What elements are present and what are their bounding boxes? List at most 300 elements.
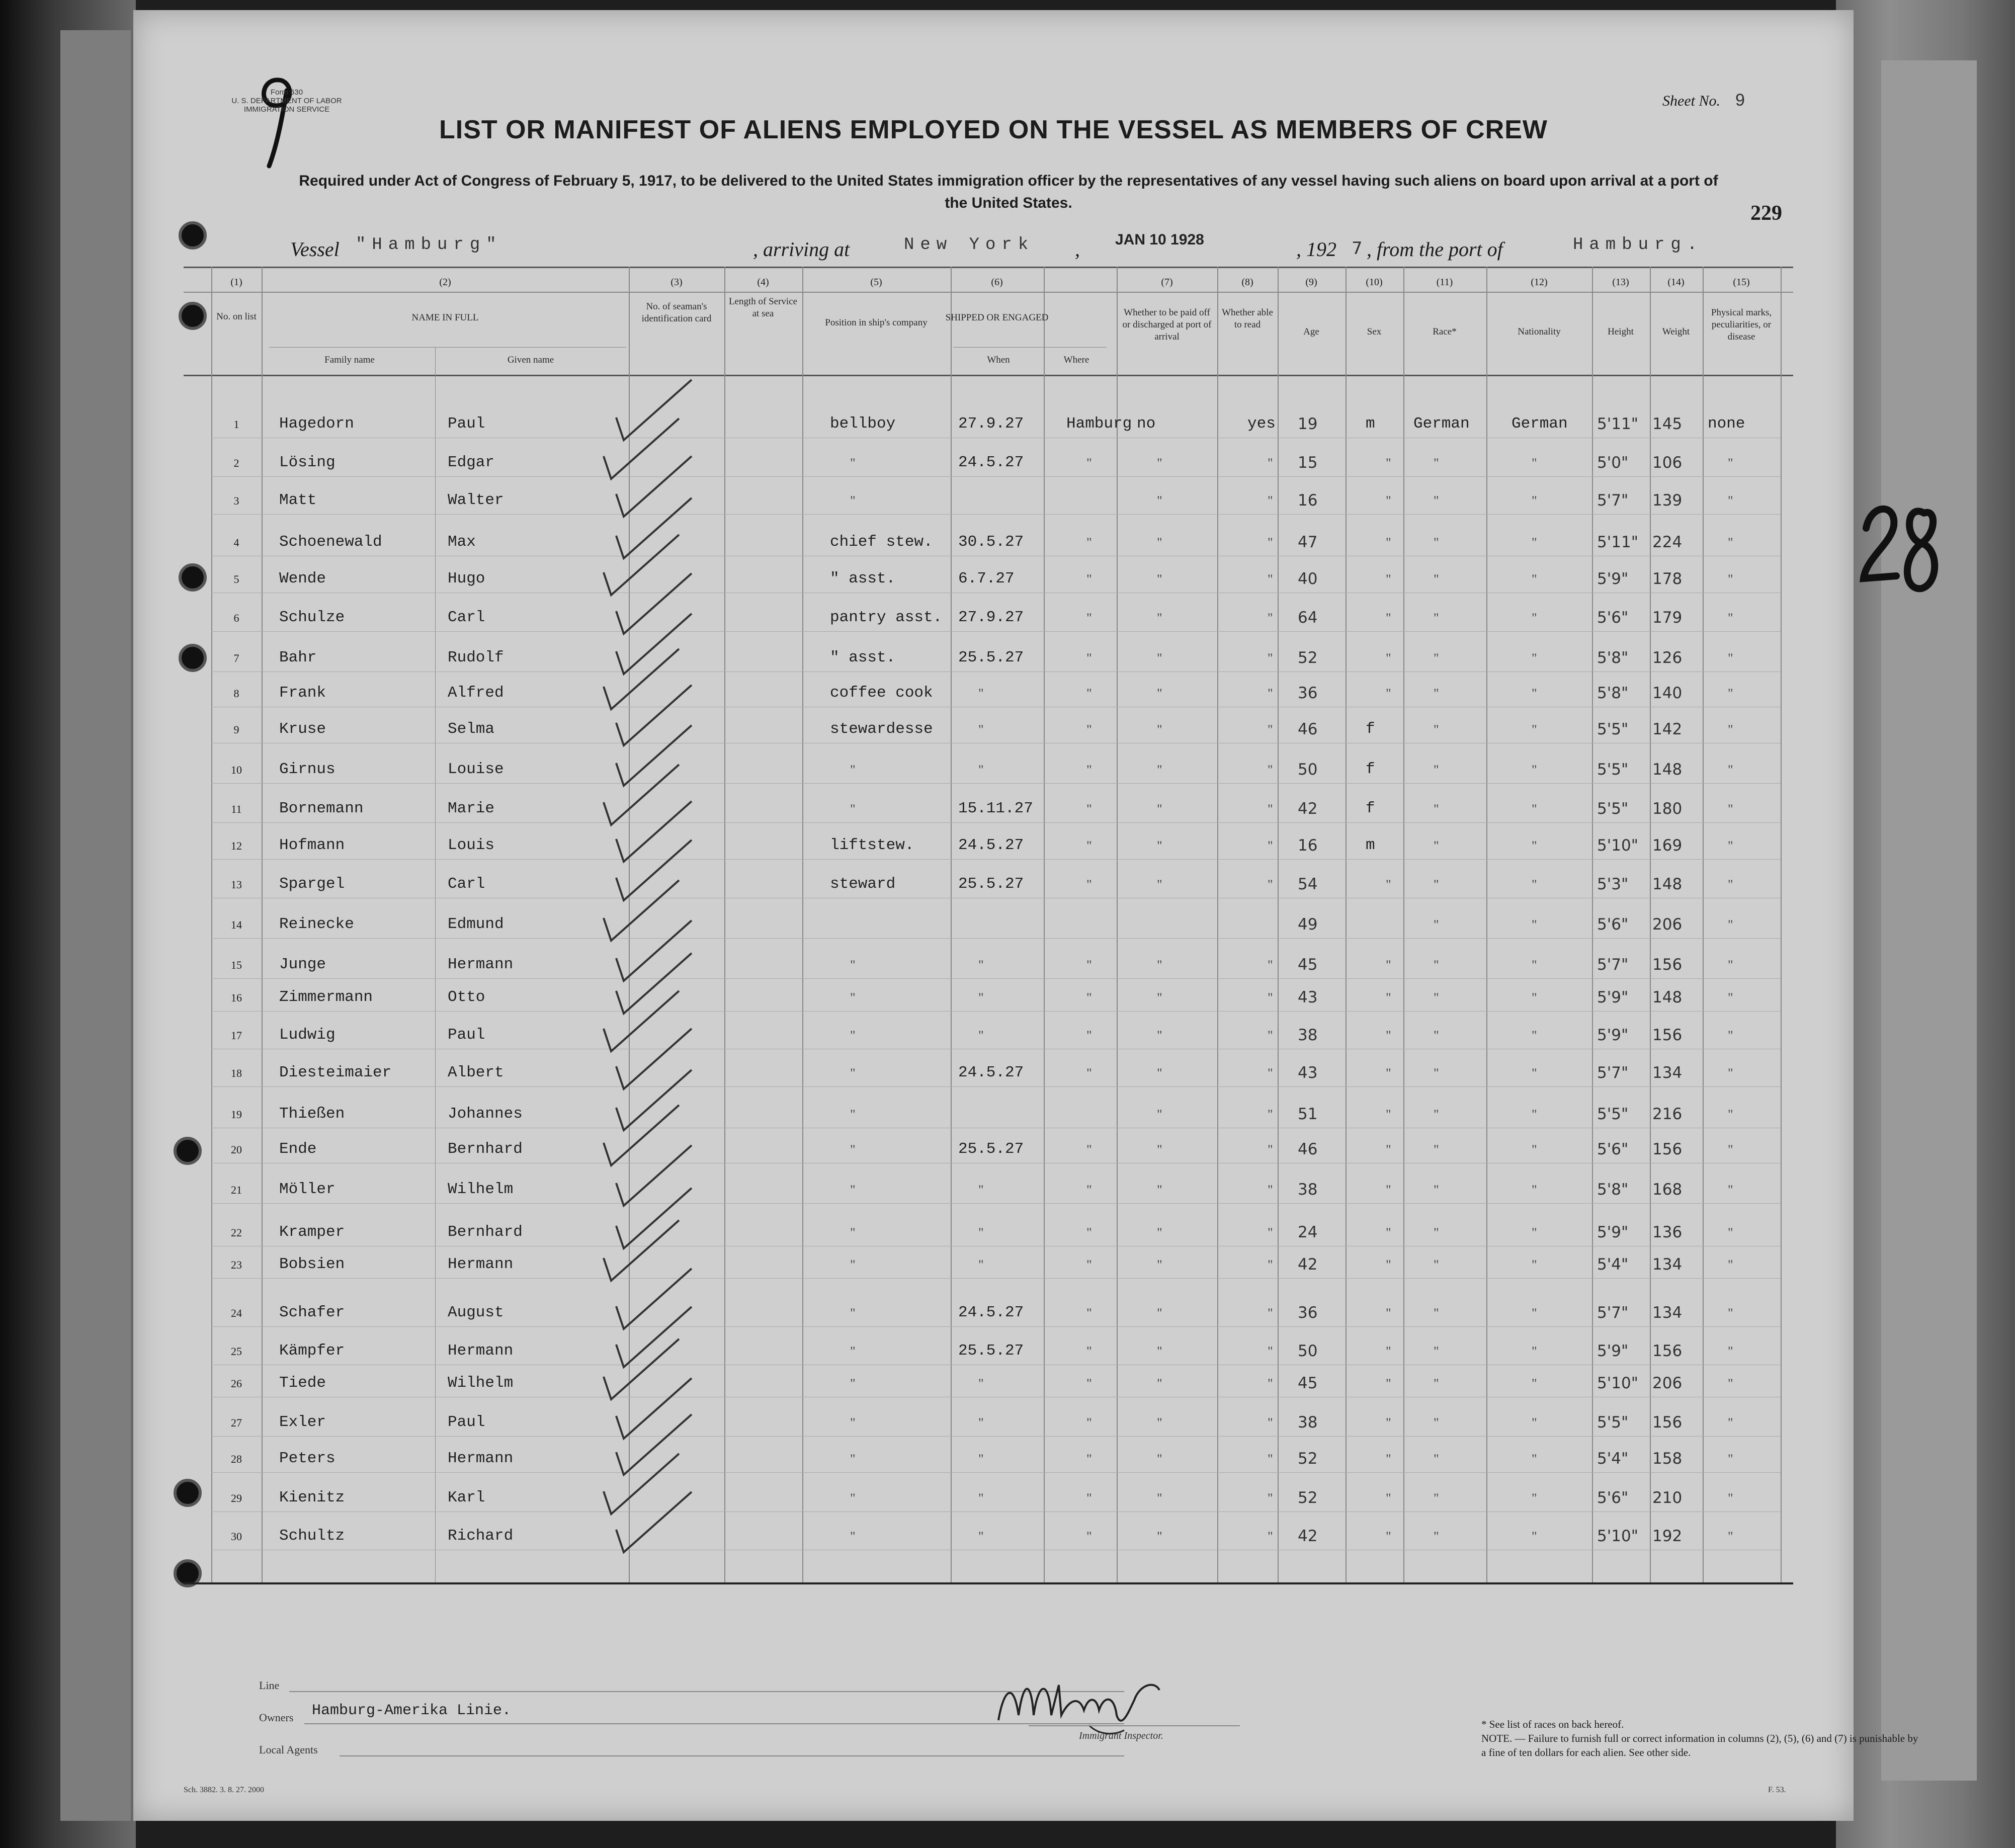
row-18-position: " (850, 1066, 856, 1080)
row-22-read: " (1268, 1225, 1273, 1240)
row-24-read: " (1268, 1306, 1273, 1320)
row-13-where: " (1086, 877, 1092, 892)
row-4-race: " (1434, 535, 1439, 550)
row-6-race: " (1434, 611, 1439, 625)
row-24-where: " (1086, 1306, 1092, 1320)
column-rule (1117, 267, 1118, 1582)
sheet-label: Sheet No. (1662, 93, 1720, 109)
row-30-nationality: " (1532, 1529, 1537, 1544)
binder-hole (174, 1137, 202, 1165)
row-3-age: 16 (1298, 491, 1318, 510)
row-guide (211, 514, 1781, 515)
page-number: 229 (1750, 202, 1782, 225)
row-5-nationality: " (1532, 572, 1537, 586)
row-24-position: " (850, 1306, 856, 1320)
row-28-sex: " (1386, 1452, 1391, 1466)
row-20-nationality: " (1532, 1142, 1537, 1157)
row-30-marks: " (1728, 1529, 1733, 1544)
name-subrule (269, 347, 626, 348)
row-7-family: Bahr (279, 649, 317, 666)
row-7-no: 7 (233, 652, 239, 664)
row-21-when: " (978, 1183, 984, 1197)
form-code: F. 53. (1768, 1786, 1786, 1794)
row-28-where: " (1086, 1452, 1092, 1466)
row-23-position: " (850, 1257, 856, 1272)
row-guide (211, 1326, 1781, 1327)
row-20-height: 5'6" (1597, 1140, 1629, 1158)
row-14-race: " (1434, 917, 1439, 932)
row-11-age: 42 (1298, 800, 1318, 818)
row-11-weight: 180 (1652, 800, 1683, 818)
row-22-age: 24 (1298, 1223, 1318, 1241)
row-23-paid: " (1157, 1257, 1162, 1272)
row-4-marks: " (1728, 535, 1733, 550)
row-guide (211, 1011, 1781, 1012)
binder-hole (179, 563, 207, 592)
row-4-height: 5'11" (1597, 533, 1638, 551)
row-28-paid: " (1157, 1452, 1162, 1466)
year-label: , 192 (1296, 238, 1336, 261)
underlying-sheet (1881, 60, 1977, 1781)
row-9-race: " (1434, 722, 1439, 737)
row-11-race: " (1434, 802, 1439, 816)
row-3-read: " (1268, 493, 1273, 508)
row-16-race: " (1434, 990, 1439, 1005)
row-12-sex: m (1366, 836, 1375, 854)
row-23-when: " (978, 1257, 984, 1272)
row-29-nationality: " (1532, 1491, 1537, 1505)
row-26-where: " (1086, 1376, 1092, 1391)
row-25-paid: " (1157, 1344, 1162, 1359)
row-16-no: 16 (231, 991, 242, 1004)
row-7-where: " (1086, 651, 1092, 665)
row-5-read: " (1268, 572, 1273, 586)
row-6-sex: " (1386, 611, 1391, 625)
row-6-paid: " (1157, 611, 1162, 625)
row-18-nationality: " (1532, 1066, 1537, 1080)
from-label: , from the port of (1367, 238, 1503, 261)
row-12-marks: " (1728, 838, 1733, 853)
row-30-race: " (1434, 1529, 1439, 1544)
row-4-when: 30.5.27 (958, 533, 1024, 551)
row-10-nationality: " (1532, 763, 1537, 777)
column-header-1: No. on list (216, 311, 257, 322)
row-guide (211, 1436, 1781, 1437)
column-header-7: Whether to be paid off or discharged at port of arrival (1122, 307, 1212, 342)
row-22-given: Bernhard (448, 1223, 523, 1241)
row-1-height: 5'11" (1597, 415, 1638, 433)
row-19-paid: " (1157, 1107, 1162, 1122)
row-5-paid: " (1157, 572, 1162, 586)
document-subtitle: Required under Act of Congress of February 5, 1917, to be delivered to the United States immigration officer by the representatives of any vessel having such aliens on board upon arrival at a port of the United States. (299, 173, 1718, 211)
row-12-position: liftstew. (830, 836, 914, 854)
row-10-age: 50 (1298, 761, 1318, 779)
row-13-sex: " (1386, 877, 1391, 892)
row-14-age: 49 (1298, 915, 1318, 934)
document-title: LIST OR MANIFEST OF ALIENS EMPLOYED ON THE VESSEL AS MEMBERS OF CREW (439, 115, 1548, 144)
row-22-weight: 136 (1652, 1223, 1683, 1241)
row-21-height: 5'8" (1597, 1181, 1629, 1199)
row-15-read: " (1268, 958, 1273, 972)
row-8-no: 8 (233, 687, 239, 700)
row-15-race: " (1434, 958, 1439, 972)
row-26-paid: " (1157, 1376, 1162, 1391)
row-23-nationality: " (1532, 1257, 1537, 1272)
row-6-position: pantry asst. (830, 609, 943, 626)
row-16-marks: " (1728, 990, 1733, 1005)
row-3-sex: " (1386, 493, 1391, 508)
row-7-paid: " (1157, 651, 1162, 665)
column-number-5: (5) (870, 277, 882, 288)
row-12-family: Hofmann (279, 836, 345, 854)
penalty-note: NOTE. — Failure to furnish full or correct information in columns (2), (5), (6) and (7) is punishable by a fine of ten dollars for each alien. See other side. (1481, 1732, 1918, 1758)
row-8-nationality: " (1532, 686, 1537, 701)
row-30-no: 30 (231, 1530, 242, 1543)
row-30-position: " (850, 1529, 856, 1544)
row-22-no: 22 (231, 1226, 242, 1239)
column-header-6: SHIPPED OR ENGAGED (945, 312, 1049, 323)
row-26-given: Wilhelm (448, 1374, 514, 1392)
row-5-when: 6.7.27 (958, 570, 1015, 587)
row-11-height: 5'5" (1597, 800, 1629, 818)
row-7-read: " (1268, 651, 1273, 665)
row-15-nationality: " (1532, 958, 1537, 972)
column-header-10: Sex (1367, 326, 1382, 337)
row-2-family: Lösing (279, 454, 335, 471)
row-25-sex: " (1386, 1344, 1391, 1359)
column-number-1: (1) (230, 277, 242, 288)
column-number-4: (4) (757, 277, 769, 288)
row-29-position: " (850, 1491, 856, 1505)
form-number: Form 630 (270, 88, 303, 97)
column-rule (802, 267, 803, 1582)
column-rule (1217, 267, 1218, 1582)
row-14-no: 14 (231, 918, 242, 931)
row-12-given: Louis (448, 836, 495, 854)
row-17-read: " (1268, 1028, 1273, 1043)
row-6-where: " (1086, 611, 1092, 625)
row-9-marks: " (1728, 722, 1733, 737)
row-18-where: " (1086, 1066, 1092, 1080)
row-22-when: " (978, 1225, 984, 1240)
row-25-family: Kämpfer (279, 1342, 345, 1360)
row-29-where: " (1086, 1491, 1092, 1505)
row-13-weight: 148 (1652, 875, 1683, 893)
inspector-label: Immigrant Inspector. (1079, 1730, 1163, 1741)
row-13-family: Spargel (279, 875, 345, 893)
row-8-paid: " (1157, 686, 1162, 701)
row-22-nationality: " (1532, 1225, 1537, 1240)
row-11-when: 15.11.27 (958, 800, 1033, 817)
row-17-marks: " (1728, 1028, 1733, 1043)
row-26-height: 5'10" (1597, 1374, 1638, 1392)
row-guide (211, 859, 1781, 860)
row-2-race: " (1434, 456, 1439, 470)
row-4-paid: " (1157, 535, 1162, 550)
row-25-no: 25 (231, 1345, 242, 1358)
row-26-nationality: " (1532, 1376, 1537, 1391)
row-2-given: Edgar (448, 454, 495, 471)
column-rule (1044, 267, 1045, 1582)
row-6-no: 6 (233, 612, 239, 624)
row-18-weight: 134 (1652, 1064, 1683, 1082)
row-24-when: 24.5.27 (958, 1304, 1024, 1321)
row-7-height: 5'8" (1597, 649, 1629, 667)
row-14-marks: " (1728, 917, 1733, 932)
row-25-weight: 156 (1652, 1342, 1683, 1360)
row-13-marks: " (1728, 877, 1733, 892)
row-24-nationality: " (1532, 1306, 1537, 1320)
row-16-weight: 148 (1652, 988, 1683, 1006)
row-27-read: " (1268, 1415, 1273, 1430)
row-29-age: 52 (1298, 1489, 1318, 1507)
row-7-race: " (1434, 651, 1439, 665)
column-rule (1781, 267, 1782, 1582)
row-9-when: " (978, 722, 984, 737)
row-6-given: Carl (448, 609, 485, 626)
row-17-when: " (978, 1028, 984, 1043)
row-23-marks: " (1728, 1257, 1733, 1272)
column-header-2: NAME IN FULL (411, 312, 479, 323)
row-12-paid: " (1157, 838, 1162, 853)
column-header-8: Whether able to read (1222, 307, 1273, 330)
column-rule (211, 267, 212, 1582)
row-13-age: 54 (1298, 875, 1318, 893)
row-2-position: " (850, 456, 856, 470)
table-bottom-rule (184, 1582, 1793, 1584)
row-29-height: 5'6" (1597, 1489, 1629, 1507)
row-20-sex: " (1386, 1142, 1391, 1157)
schedule-code: Sch. 3882. 3. 8. 27. 2000 (184, 1786, 264, 1794)
row-15-family: Junge (279, 956, 326, 973)
row-1-no: 1 (233, 418, 239, 431)
row-25-read: " (1268, 1344, 1273, 1359)
row-4-sex: " (1386, 535, 1391, 550)
row-11-given: Marie (448, 800, 495, 817)
row-5-height: 5'9" (1597, 570, 1629, 588)
row-11-family: Bornemann (279, 800, 364, 817)
row-27-weight: 156 (1652, 1413, 1683, 1432)
row-5-given: Hugo (448, 570, 485, 587)
row-5-race: " (1434, 572, 1439, 586)
row-20-age: 46 (1298, 1140, 1318, 1158)
row-19-marks: " (1728, 1107, 1733, 1122)
row-20-no: 20 (231, 1143, 242, 1156)
row-guide (211, 938, 1781, 939)
row-23-height: 5'4" (1597, 1255, 1629, 1274)
row-15-no: 15 (231, 959, 242, 971)
row-1-sex: m (1366, 415, 1375, 433)
row-30-sex: " (1386, 1529, 1391, 1544)
row-1-age: 19 (1298, 415, 1318, 433)
row-3-height: 5'7" (1597, 491, 1629, 510)
column-rule (1592, 267, 1593, 1582)
footnote-block (1481, 1717, 1924, 1759)
row-1-position: bellboy (830, 415, 896, 433)
row-23-no: 23 (231, 1258, 242, 1271)
form-identifier (204, 88, 370, 114)
row-13-given: Carl (448, 875, 485, 893)
row-25-where: " (1086, 1344, 1092, 1359)
row-4-family: Schoenewald (279, 533, 382, 551)
row-9-read: " (1268, 722, 1273, 737)
agents-underline (340, 1755, 1124, 1756)
row-22-sex: " (1386, 1225, 1391, 1240)
row-24-age: 36 (1298, 1304, 1318, 1322)
row-guide (211, 1511, 1781, 1512)
row-16-read: " (1268, 990, 1273, 1005)
binder-hole (174, 1479, 202, 1507)
row-7-given: Rudolf (448, 649, 504, 666)
row-15-paid: " (1157, 958, 1162, 972)
header-top-rule (184, 267, 1793, 268)
shipped-subrule (953, 347, 1107, 348)
row-9-given: Selma (448, 720, 495, 738)
row-9-position: stewardesse (830, 720, 933, 738)
row-7-nationality: " (1532, 651, 1537, 665)
row-28-nationality: " (1532, 1452, 1537, 1466)
row-guide (211, 1472, 1781, 1473)
row-18-marks: " (1728, 1066, 1733, 1080)
row-28-given: Hermann (448, 1450, 514, 1467)
row-27-given: Paul (448, 1413, 485, 1431)
row-19-family: Thießen (279, 1105, 345, 1123)
row-24-paid: " (1157, 1306, 1162, 1320)
row-8-where: " (1086, 686, 1092, 701)
row-6-read: " (1268, 611, 1273, 625)
row-25-marks: " (1728, 1344, 1733, 1359)
row-16-where: " (1086, 990, 1092, 1005)
row-18-read: " (1268, 1066, 1273, 1080)
row-15-height: 5'7" (1597, 956, 1629, 974)
column-number-7: (7) (1161, 277, 1173, 288)
row-5-family: Wende (279, 570, 326, 587)
row-7-when: 25.5.27 (958, 649, 1024, 666)
row-29-family: Kienitz (279, 1489, 345, 1506)
row-4-read: " (1268, 535, 1273, 550)
row-17-sex: " (1386, 1028, 1391, 1043)
row-guide (211, 671, 1781, 672)
row-10-family: Girnus (279, 761, 335, 778)
row-8-read: " (1268, 686, 1273, 701)
column-header-5: Position in ship's company (825, 317, 928, 328)
department-label: U. S. DEPARTMENT OF LABOR (231, 97, 342, 105)
row-17-age: 38 (1298, 1026, 1318, 1044)
row-26-no: 26 (231, 1377, 242, 1390)
row-26-sex: " (1386, 1376, 1391, 1391)
row-22-height: 5'9" (1597, 1223, 1629, 1241)
row-9-age: 46 (1298, 720, 1318, 738)
row-15-when: " (978, 958, 984, 972)
row-22-race: " (1434, 1225, 1439, 1240)
row-30-read: " (1268, 1529, 1273, 1544)
row-5-where: " (1086, 572, 1092, 586)
row-2-where: " (1086, 456, 1092, 470)
row-19-weight: 216 (1652, 1105, 1683, 1123)
row-guide (211, 978, 1781, 979)
row-guide (211, 1086, 1781, 1087)
row-12-weight: 169 (1652, 836, 1683, 855)
row-16-age: 43 (1298, 988, 1318, 1006)
row-28-read: " (1268, 1452, 1273, 1466)
row-28-position: " (850, 1452, 856, 1466)
row-26-read: " (1268, 1376, 1273, 1391)
row-18-family: Diesteimaier (279, 1064, 392, 1081)
row-10-given: Louise (448, 761, 504, 778)
column-header-11: Race* (1433, 326, 1457, 337)
row-30-paid: " (1157, 1529, 1162, 1544)
manifest-page (133, 10, 1918, 1821)
row-25-age: 50 (1298, 1342, 1318, 1360)
row-6-weight: 179 (1652, 609, 1683, 627)
row-16-nationality: " (1532, 990, 1537, 1005)
row-28-no: 28 (231, 1453, 242, 1465)
row-10-height: 5'5" (1597, 761, 1629, 779)
row-12-height: 5'10" (1597, 836, 1638, 855)
row-30-given: Richard (448, 1527, 514, 1545)
row-19-no: 19 (231, 1108, 242, 1121)
row-1-marks: none (1708, 415, 1745, 433)
from-port: Hamburg. (1573, 235, 1704, 255)
row-14-family: Reinecke (279, 915, 354, 933)
row-17-position: " (850, 1028, 856, 1043)
row-27-height: 5'5" (1597, 1413, 1629, 1432)
column-number-rule (184, 292, 1793, 293)
row-19-height: 5'5" (1597, 1105, 1629, 1123)
row-13-nationality: " (1532, 877, 1537, 892)
row-22-family: Kramper (279, 1223, 345, 1241)
row-1-read: yes (1247, 415, 1276, 433)
row-3-nationality: " (1532, 493, 1537, 508)
row-16-height: 5'9" (1597, 988, 1629, 1006)
row-19-read: " (1268, 1107, 1273, 1122)
row-25-when: 25.5.27 (958, 1342, 1024, 1360)
row-7-age: 52 (1298, 649, 1318, 667)
row-7-marks: " (1728, 651, 1733, 665)
row-27-family: Exler (279, 1413, 326, 1431)
row-6-nationality: " (1532, 611, 1537, 625)
row-13-when: 25.5.27 (958, 875, 1024, 893)
header-bottom-rule (184, 375, 1793, 376)
row-10-marks: " (1728, 763, 1733, 777)
row-12-race: " (1434, 838, 1439, 853)
row-2-age: 15 (1298, 454, 1318, 472)
row-25-race: " (1434, 1344, 1439, 1359)
row-5-marks: " (1728, 572, 1733, 586)
row-4-nationality: " (1532, 535, 1537, 550)
column-number-10: (10) (1366, 277, 1383, 288)
sheet-number-field (1662, 91, 1745, 110)
row-28-family: Peters (279, 1450, 335, 1467)
row-24-weight: 134 (1652, 1304, 1683, 1322)
row-10-read: " (1268, 763, 1273, 777)
row-24-given: August (448, 1304, 504, 1321)
row-18-age: 43 (1298, 1064, 1318, 1082)
row-11-read: " (1268, 802, 1273, 816)
row-27-age: 38 (1298, 1413, 1318, 1432)
row-21-family: Möller (279, 1181, 335, 1198)
row-18-given: Albert (448, 1064, 504, 1081)
column-rule (1403, 267, 1404, 1582)
binder-hole (179, 302, 207, 330)
row-17-given: Paul (448, 1026, 485, 1044)
row-28-when: " (978, 1452, 984, 1466)
row-30-weight: 192 (1652, 1527, 1683, 1545)
row-10-where: " (1086, 763, 1092, 777)
row-8-weight: 140 (1652, 684, 1683, 702)
row-11-no: 11 (231, 803, 242, 815)
row-27-position: " (850, 1415, 856, 1430)
